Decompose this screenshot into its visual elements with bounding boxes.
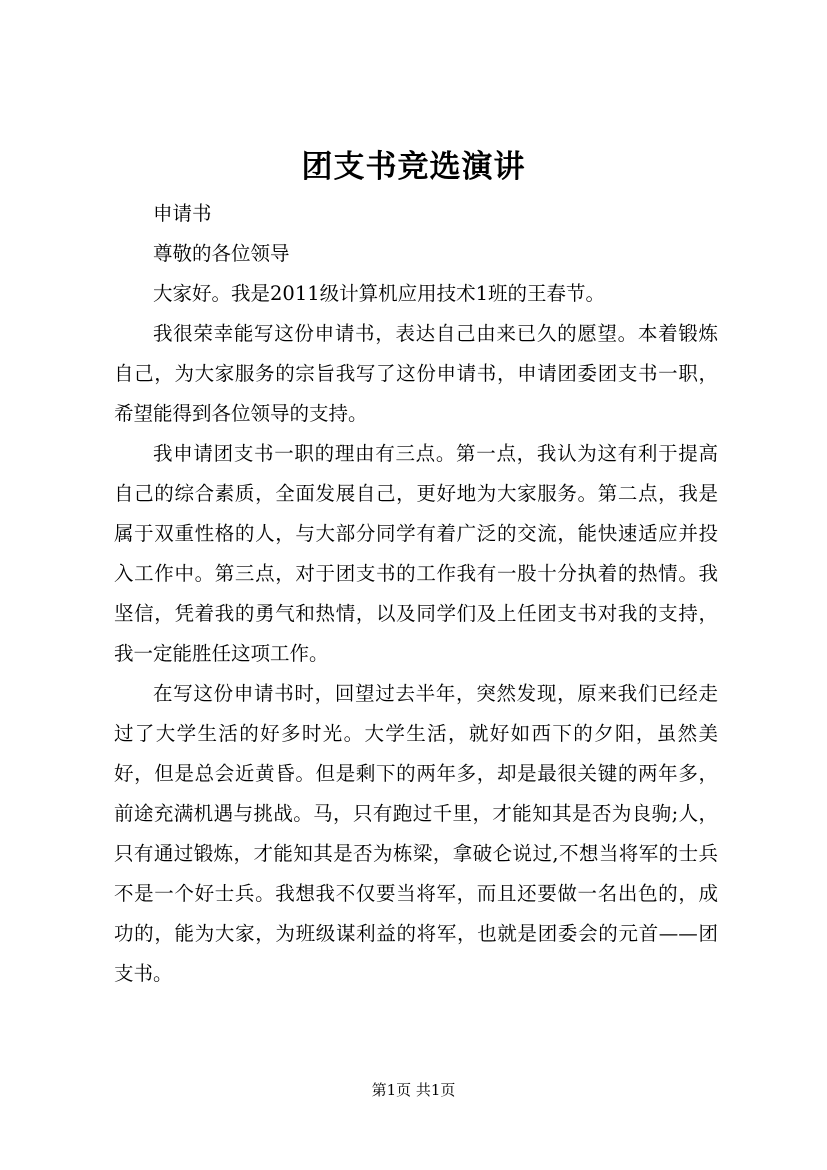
page-number-footer: 第1页 共1页	[371, 1081, 456, 1099]
paragraph-reasons: 我申请团支书一职的理由有三点。第一点，我认为这有利于提高自己的综合素质，全面发展自己，更好地为大家服务。第二点，我是属于双重性格的人，与大部分同学有着广泛的交流，能快速适应并投入工作中。第三点，对于团支书的工作我有一股十分执着的热情。我坚信，凭着我的勇气和热情，以及同学们及上任团支书对我的支持，我一定能胜任这项工作。	[114, 442, 718, 665]
paragraph-heading: 申请书	[153, 202, 212, 225]
paragraph-salutation: 尊敬的各位领导	[153, 242, 290, 265]
paragraph-greeting: 大家好。我是2011级计算机应用技术1班的王春节。	[153, 282, 606, 305]
document-title: 团支书竞选演讲	[301, 149, 526, 185]
document-body	[114, 194, 718, 994]
paragraph-intro: 我很荣幸能写这份申请书，表达自己由来已久的愿望。本着锻炼自己，为大家服务的宗旨我写了这份申请书，申请团委团支书一职，希望能得到各位领导的支持。	[114, 322, 718, 425]
paragraph-reflection: 在写这份申请书时，回望过去半年，突然发现，原来我们已经走过了大学生活的好多时光。大学生活，就好如西下的夕阳，虽然美好，但是总会近黄昏。但是剩下的两年多，却是最很关键的两年多，前途充满机遇与挑战。马，只有跑过千里，才能知其是否为良驹;人，只有通过锻炼，才能知其是否为栋梁，拿破仑说过,不想当将军的士兵不是一个好士兵。我想我不仅要当将军，而且还要做一名出色的，成功的，能为大家，为班级谋利益的将军，也就是团委会的元首——团支书。	[114, 682, 718, 985]
